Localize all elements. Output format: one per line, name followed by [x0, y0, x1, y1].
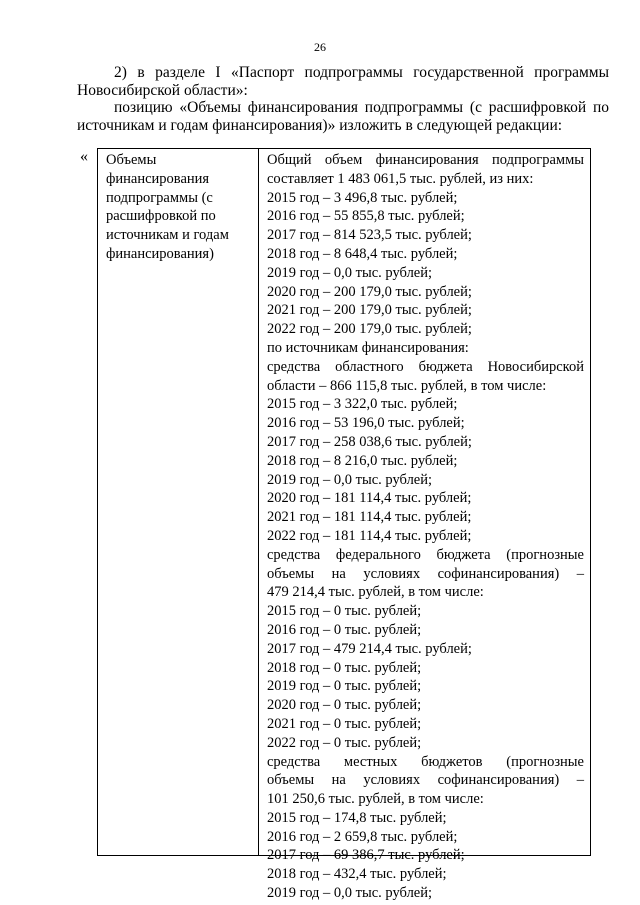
- table-value-cell: [259, 149, 592, 903]
- financing-line: 479 214,4 тыс. рублей, в том числе:: [267, 584, 484, 601]
- financing-line: 2018 год – 432,4 тыс. рублей;: [267, 866, 447, 883]
- financing-line: 2017 год – 479 214,4 тыс. рублей;: [267, 640, 472, 657]
- financing-line: средства федерального бюджета (прогнозные: [267, 546, 584, 563]
- financing-line: 2022 год – 181 114,4 тыс. рублей;: [267, 527, 472, 544]
- intro-line: Новосибирской области»:: [77, 81, 248, 99]
- label-line: Объемы: [106, 152, 157, 168]
- financing-line: 2021 год – 200 179,0 тыс. рублей;: [267, 302, 472, 319]
- financing-line: 2015 год – 3 496,8 тыс. рублей;: [267, 189, 458, 206]
- financing-line: 2020 год – 181 114,4 тыс. рублей;: [267, 490, 472, 507]
- financing-line: 2016 год – 2 659,8 тыс. рублей;: [267, 828, 458, 845]
- financing-line: объемы на условиях софинансирования) –: [267, 565, 584, 582]
- table-label-cell: [98, 149, 258, 264]
- passport-table: [97, 148, 591, 902]
- financing-line: 2017 год – 814 523,5 тыс. рублей;: [267, 227, 472, 244]
- financing-line: 2015 год – 3 322,0 тыс. рублей;: [267, 396, 458, 413]
- financing-line: 2017 год – 69 386,7 тыс. рублей;: [267, 847, 465, 864]
- financing-line: 101 250,6 тыс. рублей, в том числе:: [267, 791, 484, 808]
- financing-line: 2018 год – 8 216,0 тыс. рублей;: [267, 452, 458, 469]
- page-number: 26: [314, 40, 326, 54]
- financing-line: средства областного бюджета Новосибирской: [267, 358, 584, 375]
- financing-line: 2015 год – 0 тыс. рублей;: [267, 603, 422, 620]
- financing-line: 2019 год – 0,0 тыс. рублей;: [267, 471, 433, 488]
- intro-paragraph-section-change: [77, 64, 609, 99]
- intro-line: 2) в разделе I «Паспорт подпрограммы государственной программы: [114, 64, 609, 81]
- financing-line: 2020 год – 200 179,0 тыс. рублей;: [267, 283, 472, 300]
- label-line: источникам и годам: [106, 227, 229, 244]
- financing-line: 2020 год – 0 тыс. рублей;: [267, 697, 422, 714]
- label-line: расшифровкой по: [106, 208, 216, 225]
- financing-line: 2022 год – 0 тыс. рублей;: [267, 734, 422, 751]
- financing-line: 2021 год – 181 114,4 тыс. рублей;: [267, 509, 472, 526]
- financing-line: Общий объем финансирования подпрограммы: [267, 152, 584, 168]
- financing-line: области – 866 115,8 тыс. рублей, в том числе:: [267, 377, 547, 394]
- financing-line: 2016 год – 0 тыс. рублей;: [267, 621, 422, 638]
- financing-line: по источникам финансирования:: [267, 339, 469, 356]
- financing-line: средства местных бюджетов (прогнозные: [267, 753, 584, 770]
- financing-line: 2016 год – 53 196,0 тыс. рублей;: [267, 415, 465, 432]
- label-line: финансирования): [106, 245, 214, 262]
- financing-line: 2021 год – 0 тыс. рублей;: [267, 715, 422, 732]
- intro-paragraph-position: [77, 99, 609, 134]
- financing-line: объемы на условиях софинансирования) –: [267, 772, 584, 789]
- financing-line: 2019 год – 0,0 тыс. рублей;: [267, 885, 433, 902]
- financing-line: 2019 год – 0 тыс. рублей;: [267, 678, 422, 695]
- financing-line: 2022 год – 200 179,0 тыс. рублей;: [267, 321, 472, 338]
- financing-line: 2019 год – 0,0 тыс. рублей;: [267, 264, 433, 281]
- intro-line: источникам и годам финансирования)» изложить в следующей редакции:: [77, 116, 563, 134]
- financing-line: 2017 год – 258 038,6 тыс. рублей;: [267, 433, 472, 450]
- financing-line: составляет 1 483 061,5 тыс. рублей, из них:: [267, 170, 534, 187]
- financing-line: 2018 год – 8 648,4 тыс. рублей;: [267, 245, 458, 262]
- opening-quote-mark: «: [80, 148, 88, 165]
- financing-line: 2015 год – 174,8 тыс. рублей;: [267, 809, 447, 826]
- financing-line: 2016 год – 55 855,8 тыс. рублей;: [267, 208, 465, 225]
- label-line: подпрограммы (с: [106, 189, 213, 206]
- financing-line: 2018 год – 0 тыс. рублей;: [267, 659, 422, 676]
- intro-line: позицию «Объемы финансирования подпрограммы (с расшифровкой по: [114, 99, 609, 116]
- label-line: финансирования: [106, 170, 210, 187]
